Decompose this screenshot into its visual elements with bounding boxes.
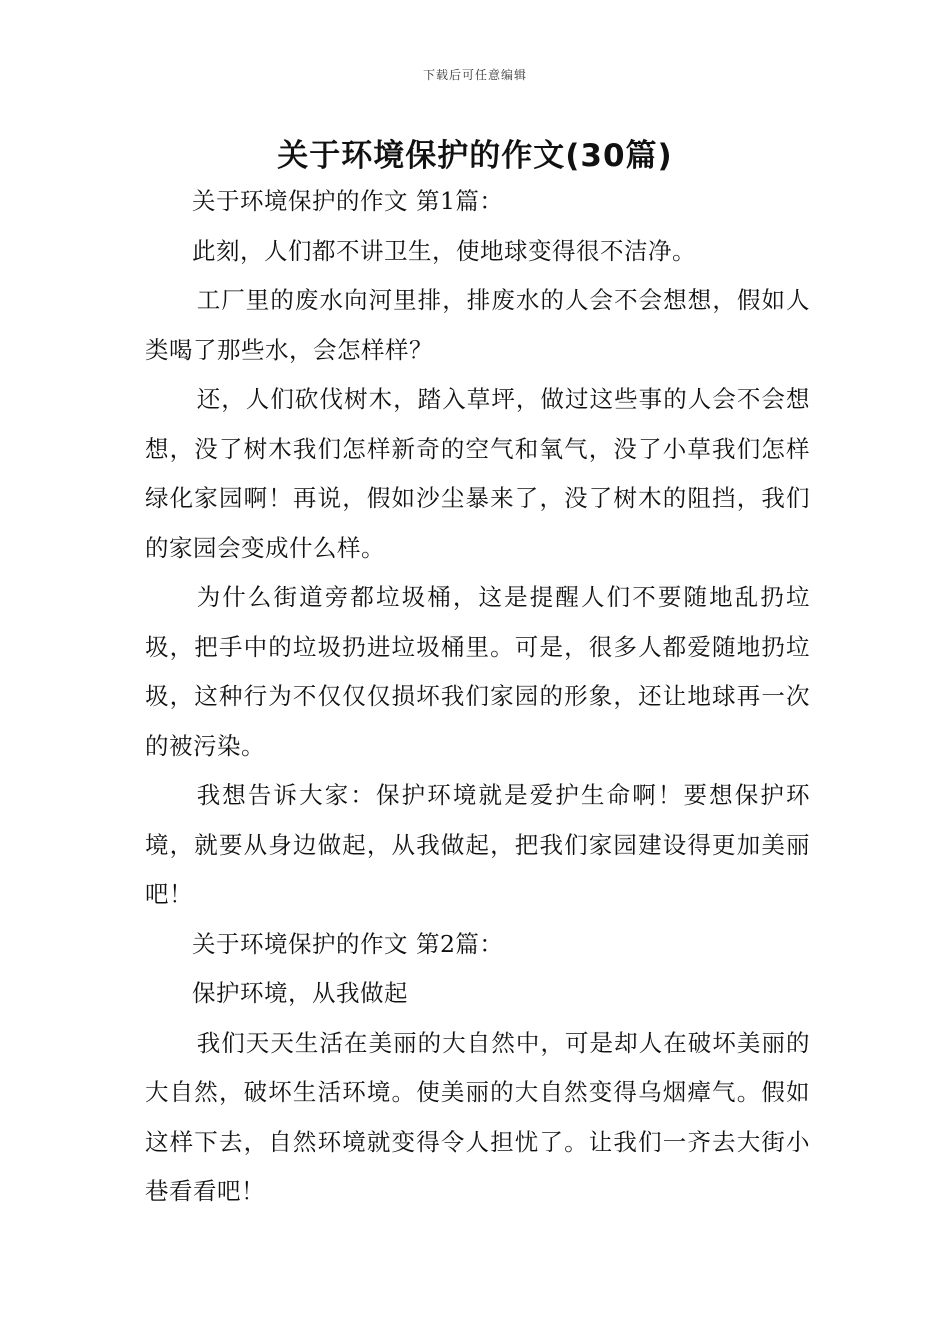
essay-subtitle: 保护环境，从我做起: [192, 979, 408, 1007]
paragraph: 此刻，人们都不讲卫生，使地球变得很不洁净。: [192, 236, 696, 265]
paragraph: 为什么街道旁都垃圾桶，这是提醒人们不要随地乱扔垃圾，把手中的垃圾扔进垃圾桶里。可是，很多人都爱随地扔垃圾，这种行为不仅仅仅损坏我们家园的形象，还让地球再一次的被污染。: [145, 583, 810, 760]
paragraph: 还，人们砍伐树木，踏入草坪，做过这些事的人会不会想想，没了树木我们怎样新奇的空气和氧气，没了小草我们怎样绿化家园啊！再说，假如沙尘暴来了，没了树木的阻挡，我们的家园会变成什么样。: [145, 385, 810, 562]
paragraph: 我们天天生活在美丽的大自然中，可是却人在破坏美丽的大自然，破坏生活环境。使美丽的大自然变得乌烟瘴气。假如这样下去，自然环境就变得令人担忧了。让我们一齐去大街小巷看看吧！: [145, 1028, 810, 1205]
document-title: 关于环境保护的作文(30篇): [277, 138, 673, 174]
paragraph: 我想告诉大家：保护环境就是爱护生命啊！要想保护环境，就要从身边做起，从我做起，把我们家园建设得更加美丽吧！: [145, 781, 810, 908]
section-heading-2: 关于环境保护的作文 第2篇：: [192, 929, 504, 958]
document-body: [145, 177, 810, 1217]
header-note: 下载后可任意编辑: [422, 68, 527, 82]
section-heading-1: 关于环境保护的作文 第1篇：: [192, 187, 504, 215]
paragraph: 工厂里的废水向河里排，排废水的人会不会想想，假如人类喝了那些水，会怎样样？: [145, 286, 810, 364]
